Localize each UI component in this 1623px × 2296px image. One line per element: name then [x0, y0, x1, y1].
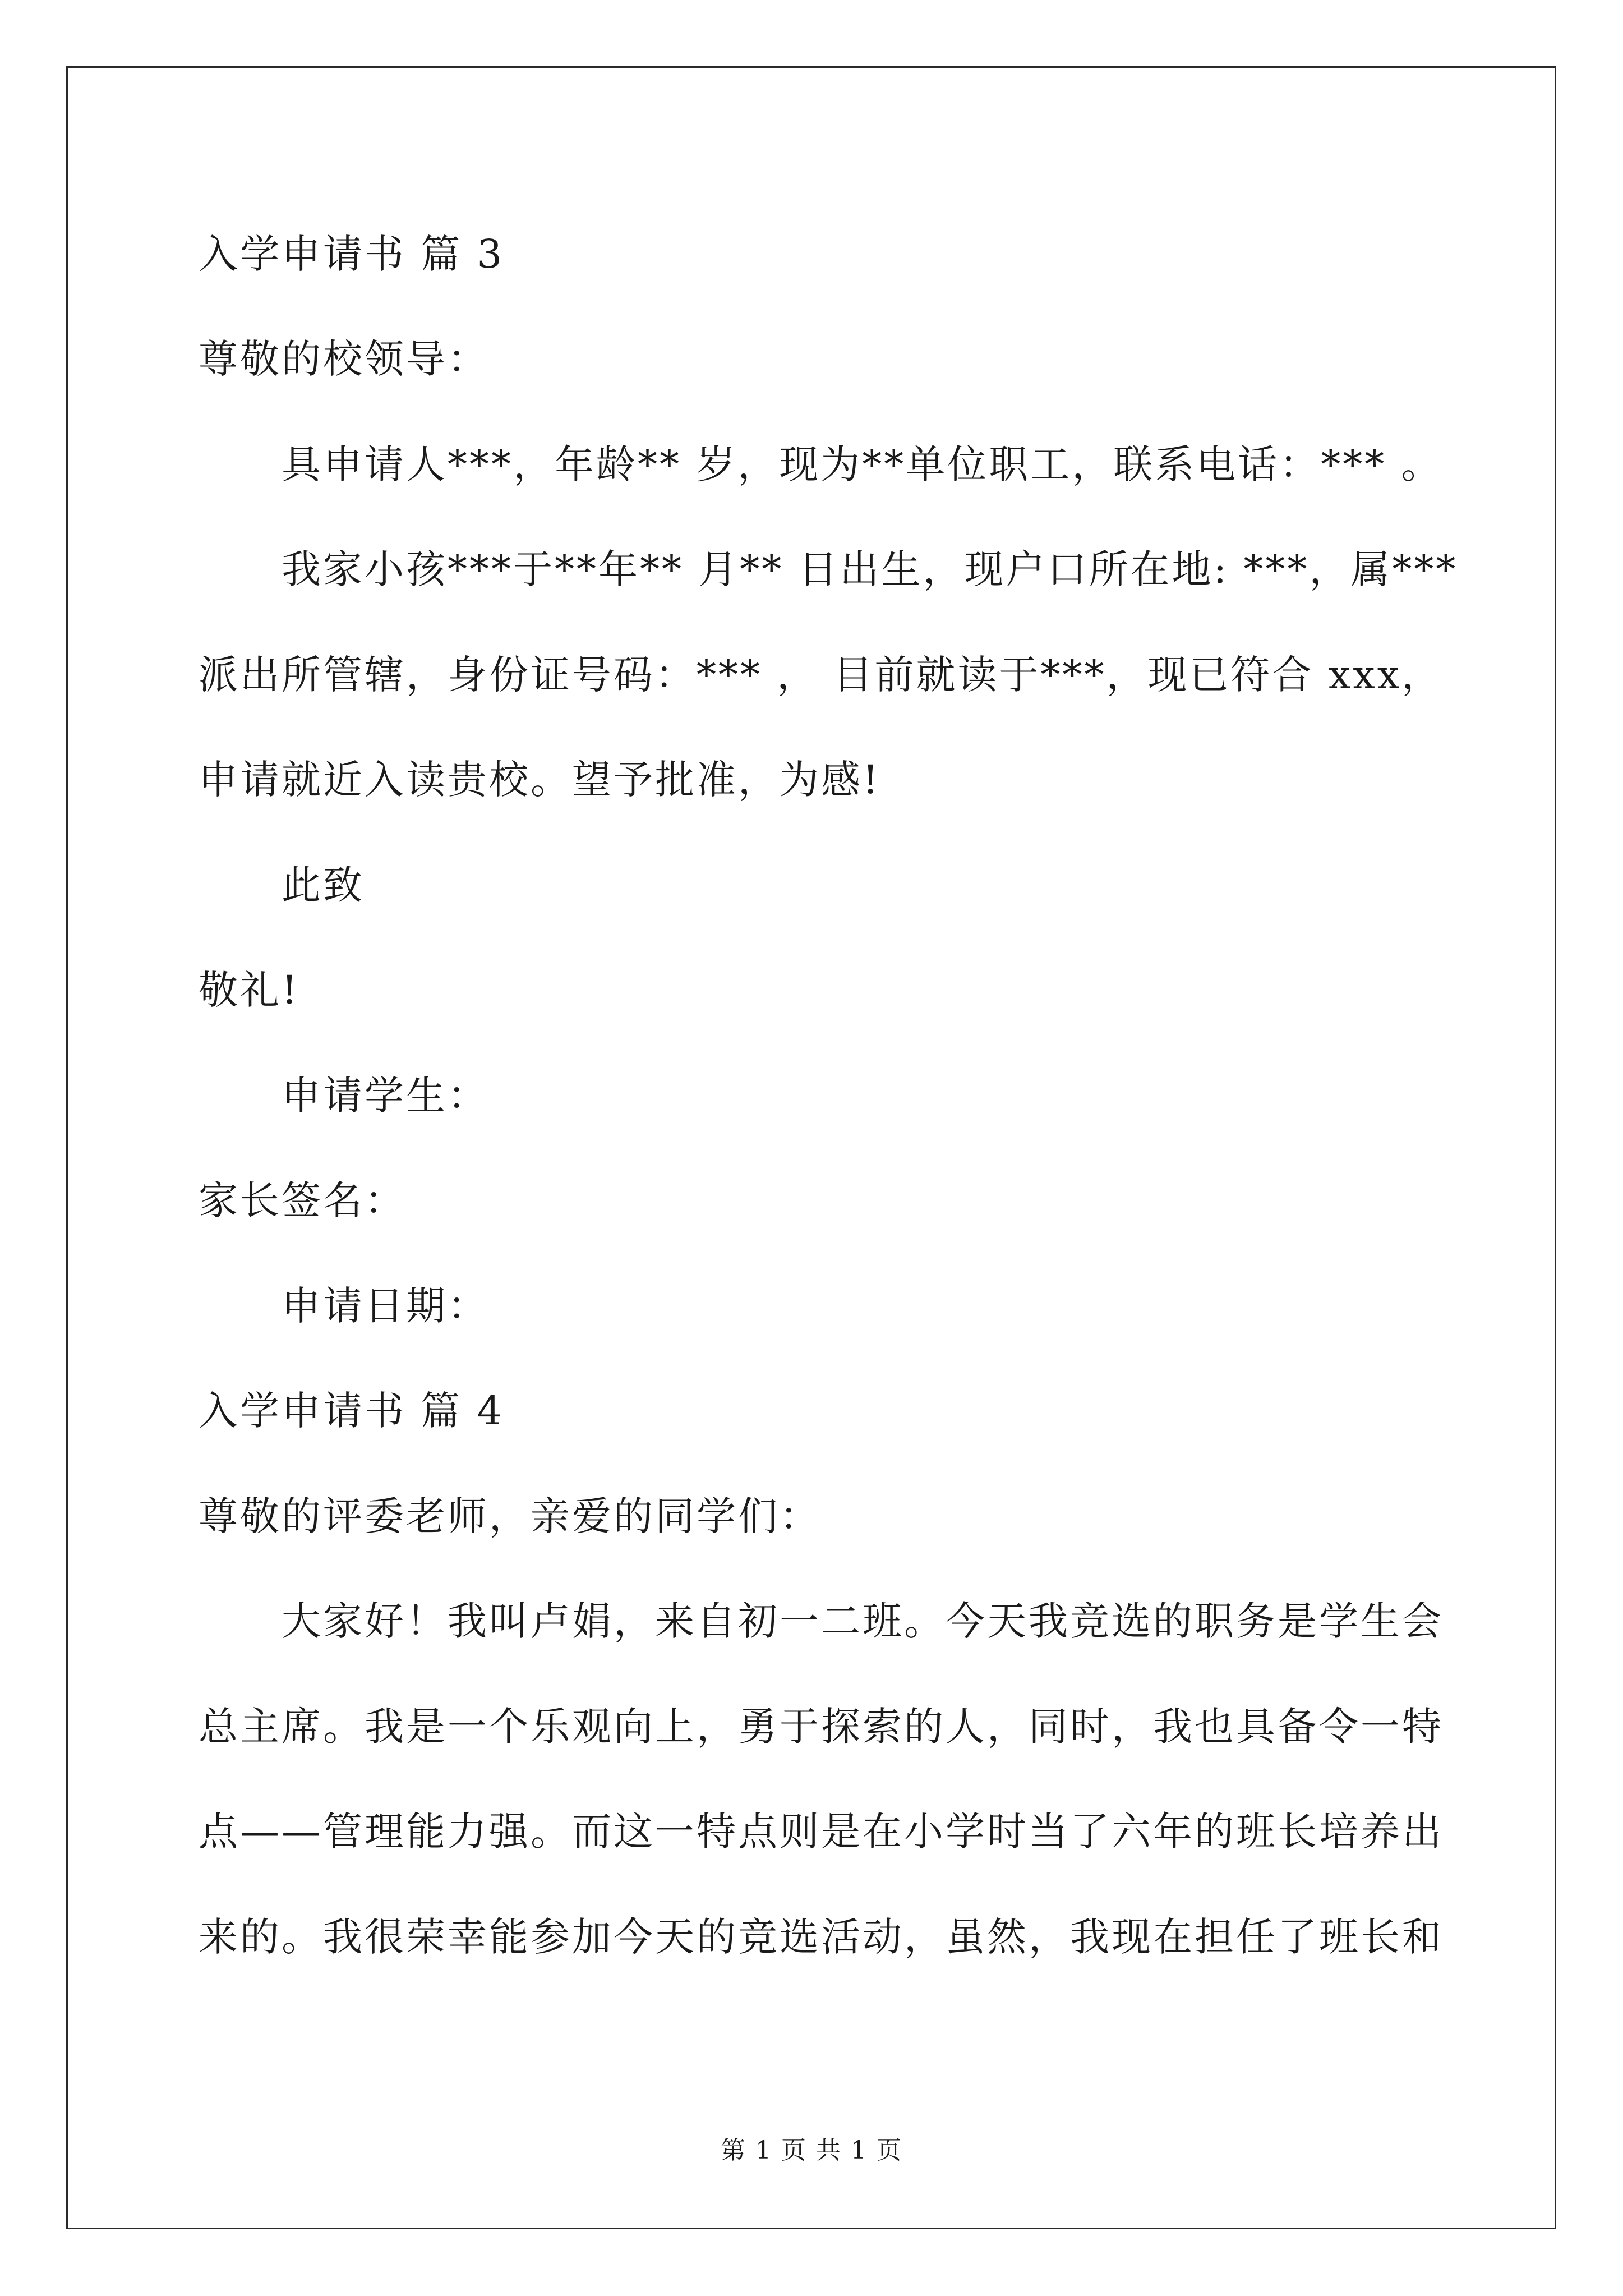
salutation: 尊敬的评委老师，亲爱的同学们： [199, 1493, 821, 1539]
paragraph-line: 总主席。我是一个乐观向上，勇于探索的人，同时，我也具备令一特 [199, 1704, 1444, 1750]
paragraph-line: 我家小孩***于**年** 月** 日出生，现户口所在地: ***，属*** [282, 546, 1458, 592]
salutation: 尊敬的校领导： [199, 336, 489, 382]
closing-line: 此致 [282, 862, 365, 908]
paragraph-line: 具申请人***，年龄** 岁，现为**单位职工，联系电话：*** 。 [282, 441, 1443, 487]
section-heading: 入学申请书 篇 3 [199, 231, 505, 277]
signature-line: 家长签名： [199, 1177, 406, 1223]
section-heading: 入学申请书 篇 4 [199, 1388, 505, 1434]
date-line: 申请日期： [282, 1283, 489, 1329]
closing-line: 敬礼! [199, 967, 300, 1013]
paragraph-line: 申请就近入读贵校。望予批准，为感! [199, 757, 881, 803]
paragraph-line: 大家好！我叫卢娟，来自初一二班。今天我竞选的职务是学生会 [282, 1598, 1444, 1644]
signature-line: 申请学生： [282, 1073, 489, 1119]
page-border [66, 66, 1556, 2229]
paragraph-line: 点——管理能力强。而这一特点则是在小学时当了六年的班长培养出 [199, 1809, 1444, 1855]
paragraph-line: 派出所管辖，身份证号码：*** ， 目前就读于***，现已符合 xxx， [199, 652, 1444, 698]
paragraph-line: 来的。我很荣幸能参加今天的竞选活动，虽然，我现在担任了班长和 [199, 1914, 1444, 1960]
page-number: 第 1 页 共 1 页 [721, 2136, 902, 2165]
